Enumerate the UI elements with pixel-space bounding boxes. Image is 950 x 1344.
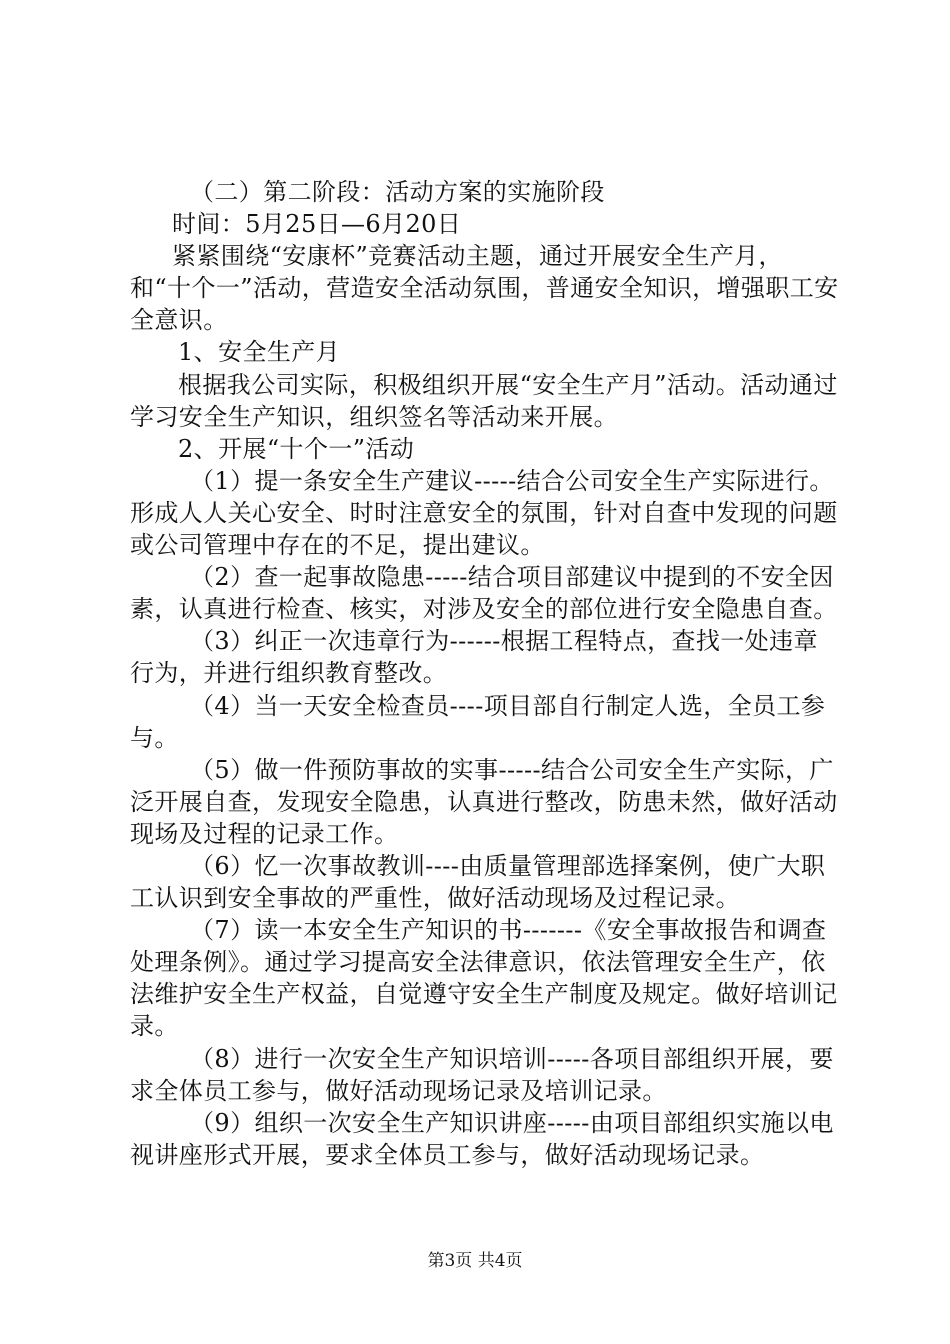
safety-month-paragraph: 根据我公司实际，积极组织开展“安全生产月”活动。活动通过学习安全生产知识，组织签名等活动来开展。 bbox=[130, 370, 838, 431]
date-line: 时间：5月25日—6月20日 bbox=[172, 210, 462, 239]
list-item: （8）进行一次安全生产知识培训-----各项目部组织开展，要求全体员工参与，做好活动现场记录及培训记录。 bbox=[130, 1044, 834, 1105]
list-item: （5）做一件预防事故的实事-----结合公司安全生产实际，广泛开展自查，发现安全隐患，认真进行整改，防患未然，做好活动现场及过程的记录工作。 bbox=[130, 755, 838, 848]
intro-paragraph: 紧紧围绕“安康杯”竞赛活动主题，通过开展安全生产月，和“十个一”活动，营造安全活动氛围，普通安全知识，增强职工安全意识。 bbox=[130, 242, 839, 335]
page-number-footer: 第3页 共4页 bbox=[427, 1251, 523, 1271]
list-item: （6）忆一次事故教训----由质量管理部选择案例，使广大职工认识到安全事故的严重性，做好活动现场及过程记录。 bbox=[130, 851, 826, 913]
subheading-ten-ones: 2、开展“十个一”活动 bbox=[178, 434, 415, 463]
section-heading: （二）第二阶段：活动方案的实施阶段 bbox=[190, 178, 605, 206]
list-item: （2）查一起事故隐患-----结合项目部建议中提到的不安全因素，认真进行检查、核实，对涉及安全的部位进行安全隐患自查。 bbox=[130, 563, 838, 624]
list-item: （9）组织一次安全生产知识讲座-----由项目部组织实施以电视讲座形式开展，要求全体员工参与，做好活动现场记录。 bbox=[130, 1108, 834, 1169]
list-item: （4）当一天安全检查员----项目部自行制定人选，全员工参与。 bbox=[130, 691, 826, 752]
list-item: （3）纠正一次违章行为------根据工程特点，查找一处违章行为，并进行组织教育整改。 bbox=[130, 627, 818, 688]
document-body bbox=[130, 176, 842, 1171]
list-item: （7）读一本安全生产知识的书-------《安全事故报告和调查处理条例》。通过学习提高安全法律意识，依法管理安全生产，依法维护安全生产权益，自觉遵守安全生产制度及规定。做好培训记录。 bbox=[130, 916, 838, 1041]
list-item: （1）提一条安全生产建议-----结合公司安全生产实际进行。形成人人关心安全、时时注意安全的氛围，针对自查中发现的问题或公司管理中存在的不足，提出建议。 bbox=[130, 466, 838, 560]
subheading-safety-month: 1、安全生产月 bbox=[178, 338, 341, 367]
